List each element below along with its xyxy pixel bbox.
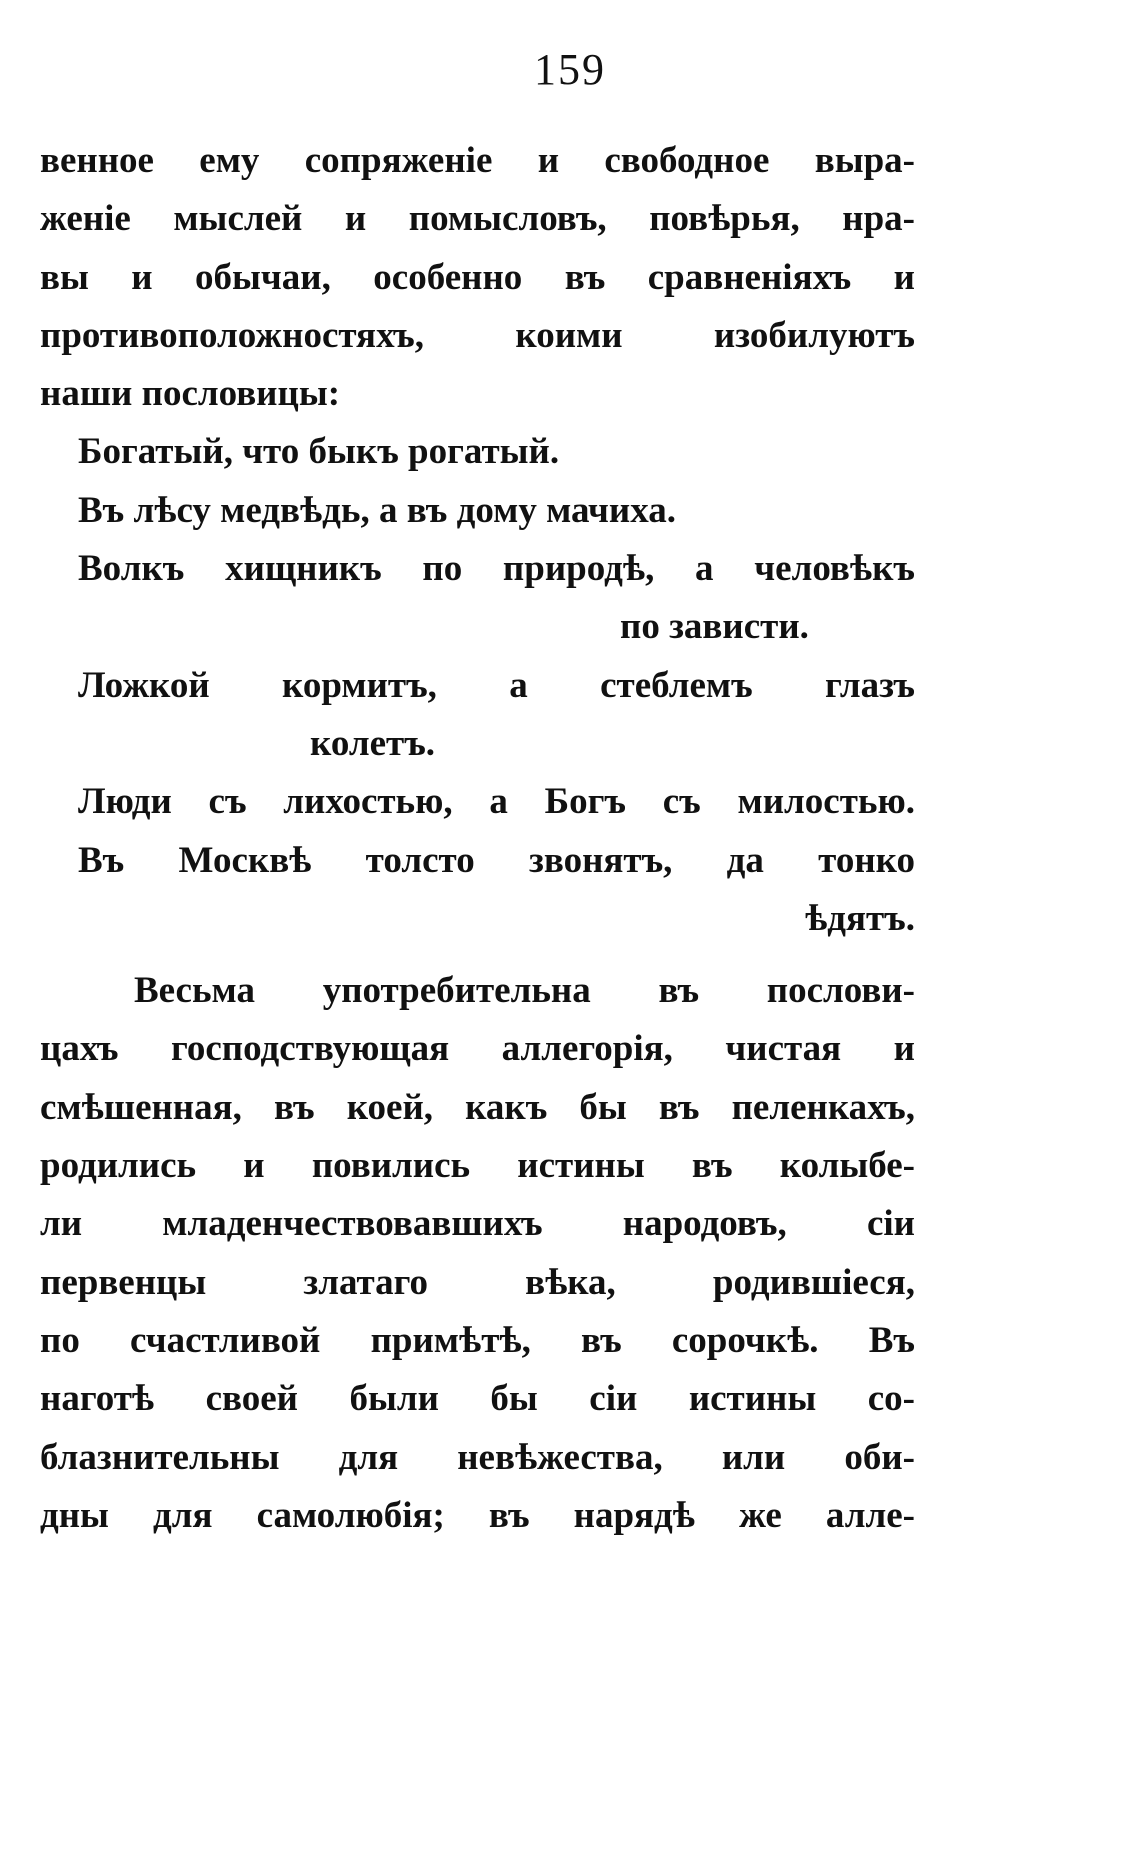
- page-text: [40, 132, 915, 1545]
- text-line: противоположностяхъ, коими изобилуютъ: [40, 314, 915, 356]
- text-line: наготѣ своей были бы сіи истины со-: [40, 1378, 915, 1420]
- text-line: блазнительны для невѣжества, или оби-: [40, 1436, 915, 1478]
- proverb-line: Въ лѣсу медвѣдь, а въ дому мачиха.: [78, 489, 676, 531]
- text-line: Весьма употребительна въ послови-: [134, 970, 915, 1012]
- text-line: смѣшенная, въ коей, какъ бы въ пеленкахъ,: [40, 1086, 915, 1128]
- text-line: родились и повились истины въ колыбе-: [40, 1145, 915, 1187]
- paragraph-gap: [40, 948, 915, 962]
- text-line: женіе мыслей и помысловъ, повѣрья, нра-: [40, 198, 915, 240]
- text-line: ли младенчествовавшихъ народовъ, сіи: [40, 1203, 915, 1245]
- proverb-continuation: по зависти.: [620, 606, 809, 648]
- text-line: наши пословицы:: [40, 373, 341, 415]
- proverb-line: Богатый, что быкъ рогатый.: [78, 431, 560, 473]
- page-number: 159: [534, 45, 606, 94]
- text-line: вы и обычаи, особенно въ сравненіяхъ и: [40, 256, 915, 298]
- proverb-line: Волкъ хищникъ по природѣ, а человѣкъ: [78, 548, 915, 590]
- text-line: цахъ господствующая аллегорія, чистая и: [40, 1028, 915, 1070]
- proverb-line: Ложкой кормитъ, а стеблемъ глазъ: [78, 664, 915, 706]
- proverb-continuation: ѣдятъ.: [805, 897, 915, 939]
- text-line: дны для самолюбія; въ нарядѣ же алле-: [40, 1494, 915, 1536]
- text-line: по счастливой примѣтѣ, въ сорочкѣ. Въ: [40, 1319, 915, 1361]
- proverb-line: Люди съ лихостью, а Богъ съ милостью.: [78, 781, 915, 823]
- text-line: венное ему сопряженіе и свободное выра-: [40, 140, 915, 181]
- text-line: первенцы златаго вѣка, родившіеся,: [40, 1261, 915, 1303]
- proverb-continuation: колетъ.: [310, 722, 436, 764]
- proverb-line: Въ Москвѣ толсто звонятъ, да тонко: [78, 839, 915, 881]
